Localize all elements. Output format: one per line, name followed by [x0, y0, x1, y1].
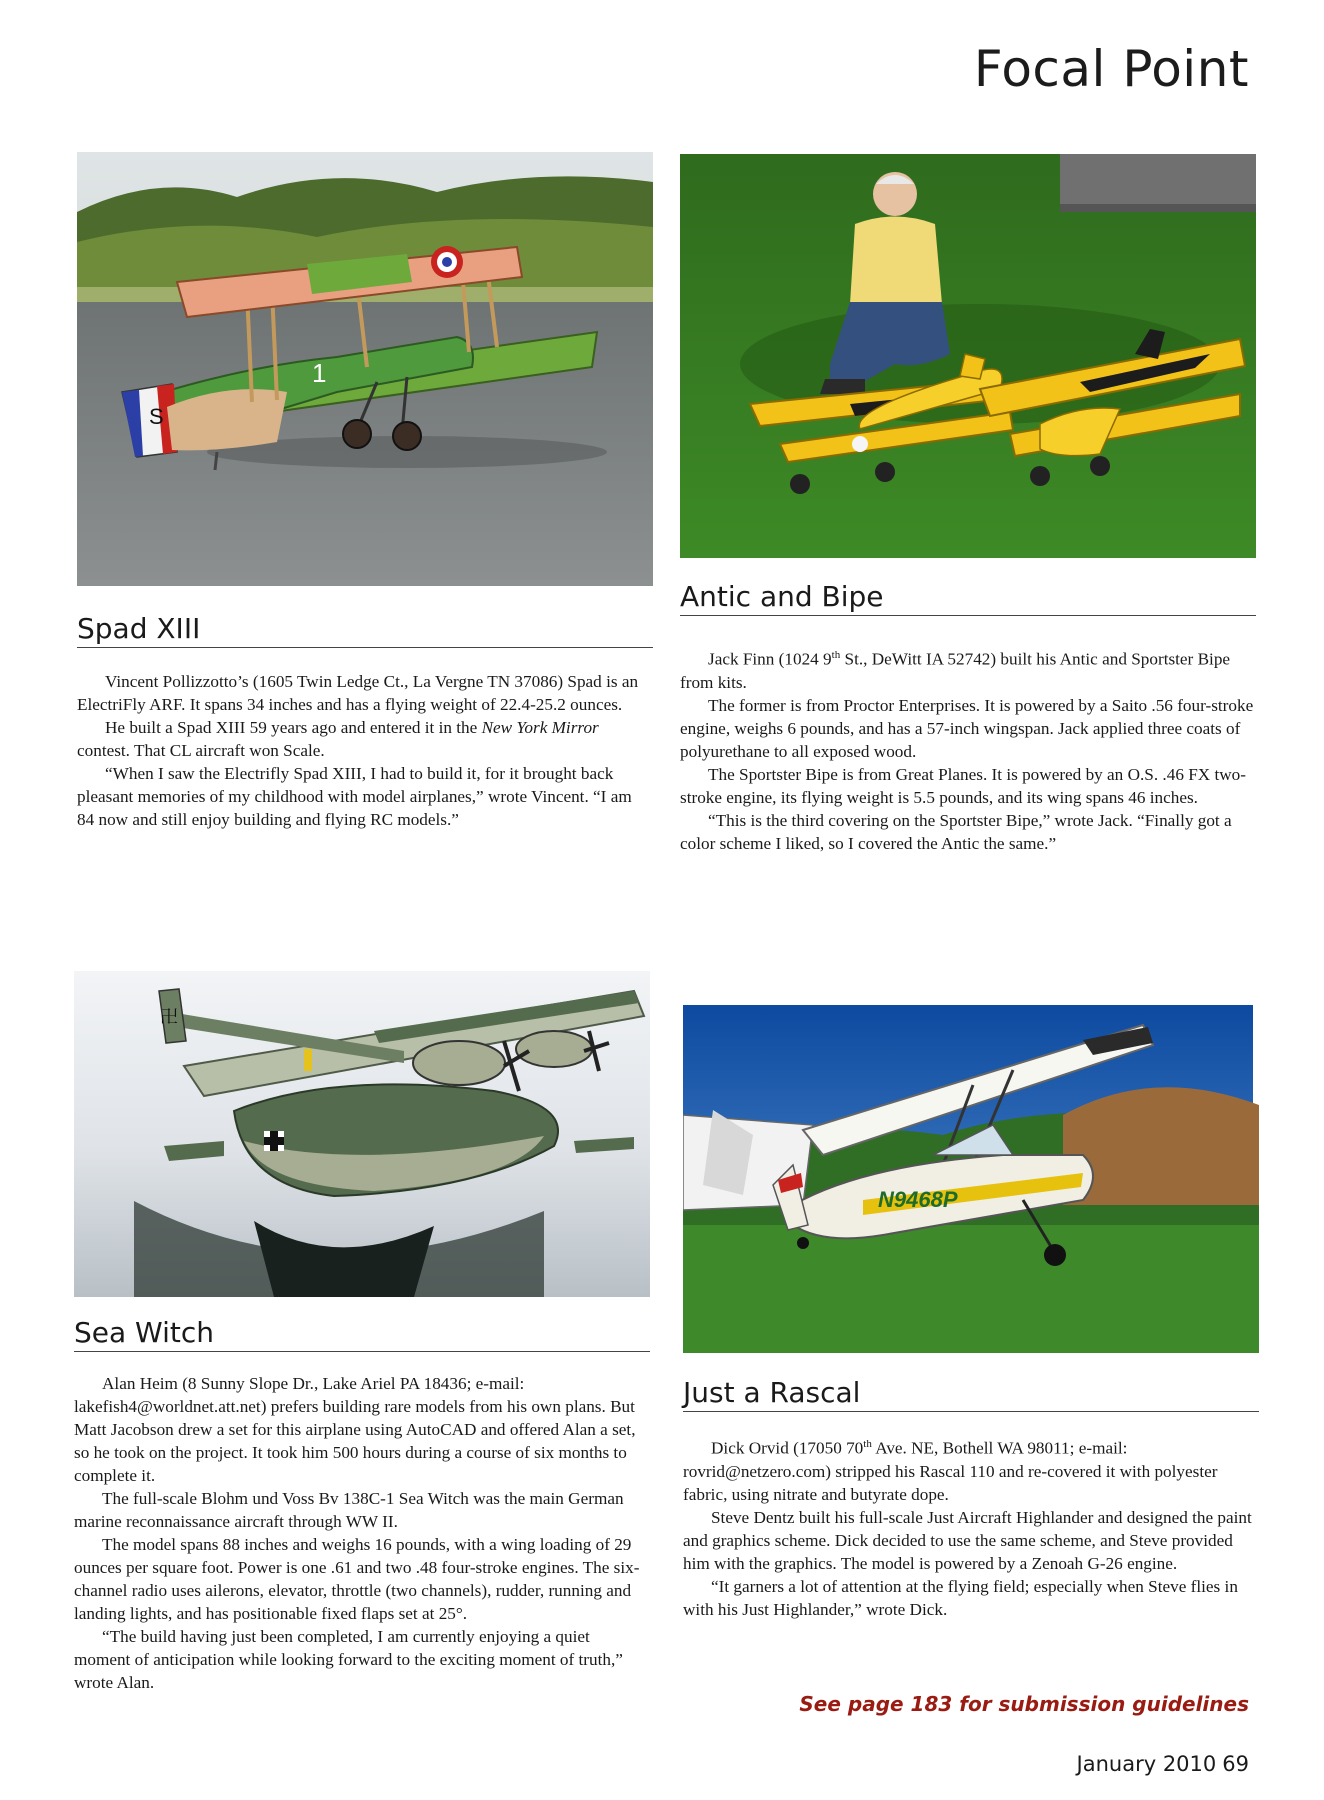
- rascal-paragraph-3: “It garners a lot of attention at the flying field; especially when Steve flies in with his Just Highlander,” wrote Dick.: [683, 1576, 1238, 1619]
- sea-witch-article: [74, 1372, 650, 1694]
- sea-witch-paragraph-2: The full-scale Blohm und Voss Bv 138C-1 Sea Witch was the main German marine reconnaissance aircraft through WW II.: [74, 1489, 624, 1531]
- antic-paragraph-4: “This is the third covering on the Sportster Bipe,” wrote Jack. “Finally got a color scheme I liked, so I covered the Antic the same.”: [680, 810, 1232, 853]
- spad-paragraph-1: Vincent Pollizzotto’s (1605 Twin Ledge Ct., La Vergne TN 37086) Spad is an ElectriFly ARF. It spans 34 inches and has a flying weight of 22.4-25.2 ounces.: [77, 672, 639, 714]
- antic-paragraph-3: The Sportster Bipe is from Great Planes. It is powered by an O.S. .46 FX two-stroke engine, its flying weight is 5.5 pounds, and its wing spans 46 inches.: [680, 764, 1246, 807]
- rascal-paragraph-2: Steve Dentz built his full-scale Just Aircraft Highlander and designed the paint and graphics scheme. Dick decided to use the same scheme, and Steve provided him with the graphics. The model is powered by a Zenoah G-26 engine.: [683, 1507, 1252, 1573]
- heading-antic-bipe: Antic and Bipe: [680, 580, 1256, 616]
- spad-fuselage-number: 1: [312, 358, 327, 388]
- rascal-photo: [683, 1005, 1259, 1353]
- antic-bipe-photo: [680, 154, 1256, 558]
- heading-spad-xiii: Spad XIII: [77, 612, 653, 648]
- spad-paragraph-3: “When I saw the Electrifly Spad XIII, I had to build it, for it brought back pleasant memories of my childhood with model airplanes,” wrote Vincent. “I am 84 now and still enjoy building and flying RC models.”: [77, 764, 632, 829]
- rascal-registration: N9468P: [878, 1187, 958, 1212]
- sea-witch-paragraph-3: The model spans 88 inches and weighs 16 pounds, with a wing loading of 29 ounces per square foot. Power is one .61 and two .48 four-stroke engines. The six-channel radio uses ailerons, elevator, throttle (two channels), rudder, running and landing lights, and has positionable fixed flaps set at 25°.: [74, 1535, 640, 1623]
- sea-witch-paragraph-1: Alan Heim (8 Sunny Slope Dr., Lake Ariel PA 18436; e-mail: lakefish4@worldnet.att.net) prefers building rare models from his own plans. But Matt Jacobson drew a set for this airplane using AutoCAD and offered Alan a set, so he took on the project. It took him 500 hours during a course of six months to complete it.: [74, 1374, 636, 1485]
- sea-witch-paragraph-4: “The build having just been completed, I am currently enjoying a quiet moment of anticipation while looking forward to the exciting moment of truth,” wrote Alan.: [74, 1627, 623, 1692]
- page-number: 69: [1222, 1752, 1249, 1776]
- antic-paragraph-2: The former is from Proctor Enterprises. It is powered by a Saito .56 four-stroke engine, weighs 6 pounds, and has a 57-inch wingspan. Jack applied three coats of polyurethane to all exposed wood.: [680, 695, 1254, 761]
- rascal-article: [683, 1433, 1259, 1621]
- heading-just-a-rascal: Just a Rascal: [683, 1376, 1259, 1412]
- submission-guidelines-link[interactable]: See page 183 for submission guidelines: [799, 1692, 1249, 1716]
- spad-rudder-letter: S: [149, 404, 164, 429]
- issue-date: January 2010: [1076, 1752, 1217, 1776]
- page-folio: [1071, 1752, 1249, 1776]
- sea-witch-photo: [74, 971, 650, 1297]
- page-title: Focal Point: [973, 40, 1249, 98]
- antic-article: [680, 644, 1256, 855]
- svg-text:卍: 卍: [160, 1007, 178, 1028]
- spad-photo: [77, 152, 653, 586]
- antic-paragraph-1: Jack Finn (1024 9th St., DeWitt IA 52742) built his Antic and Sportster Bipe from kits.: [680, 649, 1231, 692]
- heading-sea-witch: Sea Witch: [74, 1316, 650, 1352]
- spad-paragraph-2: He built a Spad XIII 59 years ago and entered it in the New York Mirror contest. That CL aircraft won Scale.: [77, 718, 599, 760]
- rascal-paragraph-1: Dick Orvid (17050 70th Ave. NE, Bothell WA 98011; e-mail: rovrid@netzero.com) stripped his Rascal 110 and re-covered it with polyester fabric, using nitrate and butyrate dope.: [683, 1438, 1218, 1504]
- spad-article: [77, 670, 653, 831]
